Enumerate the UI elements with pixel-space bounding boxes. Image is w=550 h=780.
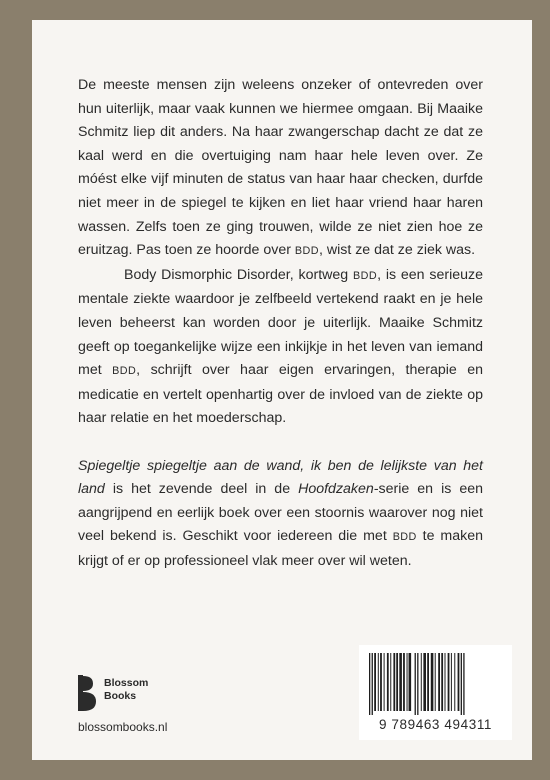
barcode-bar	[372, 653, 373, 715]
barcode-bar	[444, 653, 445, 711]
barcode-bar	[407, 653, 408, 711]
blurb-text-run: BDD	[294, 245, 319, 258]
italic-title-text: Spiegeltje spiegeltje aan de wand, ik ben de lelijkste van het land	[78, 457, 483, 498]
barcode-bar	[396, 653, 398, 711]
blurb-paragraph	[78, 264, 483, 431]
barcode-bar	[451, 653, 452, 711]
barcode-bar	[435, 653, 436, 711]
barcode-bar	[380, 653, 382, 711]
barcode-bar	[403, 653, 405, 711]
publisher-website: blossombooks.nl	[78, 720, 168, 734]
publisher-name-line1: Blossom	[104, 677, 149, 689]
barcode-bar	[458, 653, 460, 711]
blurb-paragraph	[78, 455, 483, 574]
blurb-text-run: is het zevende deel in de	[104, 481, 299, 498]
blurb-text	[78, 74, 483, 573]
barcode-bar	[438, 653, 440, 711]
barcode-bar	[421, 653, 422, 711]
isbn-barcode	[359, 645, 512, 740]
barcode-bar	[369, 653, 370, 715]
blurb-text-run: De meeste mensen zijn weleens onzeker of ontevreden over hun uiterlijk, maar vaak kunnen we hiermee omgaan. Bij Maaike Schmitz liep dit anders. Na haar zwangerschap dacht ze dat ze kaal werd en die overtuiging nam haar hele leven over. Ze móést elke vijf minuten de status van haar haar checken, durfde niet meer in de spiegel te kijken en liet haar vriend haar haren wassen. Zelfs toen ze ging trouwen, wilde ze niet zien hoe ze eruitzag. Pas toen ze hoorde over	[78, 77, 483, 259]
barcode-bar	[454, 653, 455, 711]
blurb-text-run: BDD	[112, 365, 137, 378]
barcode-bar	[417, 653, 418, 715]
publisher-name	[104, 677, 148, 703]
barcode-bar	[431, 653, 434, 711]
blurb-text-run: , wist ze dat ze ziek was.	[318, 242, 476, 259]
barcode-bars	[367, 653, 504, 715]
barcode-bar	[384, 653, 385, 711]
blurb-text-run: Body Dismorphic Disorder, kortweg	[124, 266, 353, 283]
barcode-bar	[427, 653, 429, 711]
barcode-bar	[463, 653, 464, 715]
barcode-bar	[399, 653, 402, 711]
isbn-number: 9 789463 494311	[378, 717, 493, 732]
italic-title-text: Hoofdzaken	[298, 481, 374, 498]
blurb-text-run: te maken krijgt of er op professioneel vlak meer over wil weten.	[78, 528, 483, 569]
blurb-paragraph	[78, 74, 483, 264]
barcode-bar	[378, 653, 379, 711]
barcode-bar	[461, 653, 462, 715]
blurb-text-run: , schrijft over haar eigen ervaringen, therapie en medicatie en vertelt openhartig over de invloed van de ziekte op haar relatie en het moederschap.	[78, 362, 484, 427]
barcode-bar	[393, 653, 395, 711]
back-cover-page	[32, 20, 532, 760]
publisher-name-line2: Books	[104, 690, 137, 702]
publisher-logo	[78, 675, 168, 715]
barcode-bar	[409, 653, 412, 711]
blurb-text-run: , is een serieuze mentale ziekte waardoor je zelfbeeld vertekend raakt en je hele leven beheerst kan worden door je uiterlijk. Maaike Schmitz geeft op toegankelijke wijze een inkijkje in het leven van iemand met	[78, 266, 483, 379]
barcode-bar	[448, 653, 450, 711]
barcode-bar	[415, 653, 416, 715]
barcode-bar	[423, 653, 426, 711]
blossom-b-logo-icon	[78, 675, 96, 711]
barcode-bar	[441, 653, 443, 711]
blurb-text-run: BDD	[353, 269, 378, 282]
barcode-bar	[390, 653, 391, 711]
blurb-text-run: -serie en is een aangrijpend en eerlijk boek over een stoornis waarover nog niet veel bekend is. Geschikt voor iedereen die met	[78, 481, 483, 545]
barcode-bar	[374, 653, 376, 711]
barcode-bar	[387, 653, 389, 711]
blurb-text-run: BDD	[392, 531, 417, 544]
